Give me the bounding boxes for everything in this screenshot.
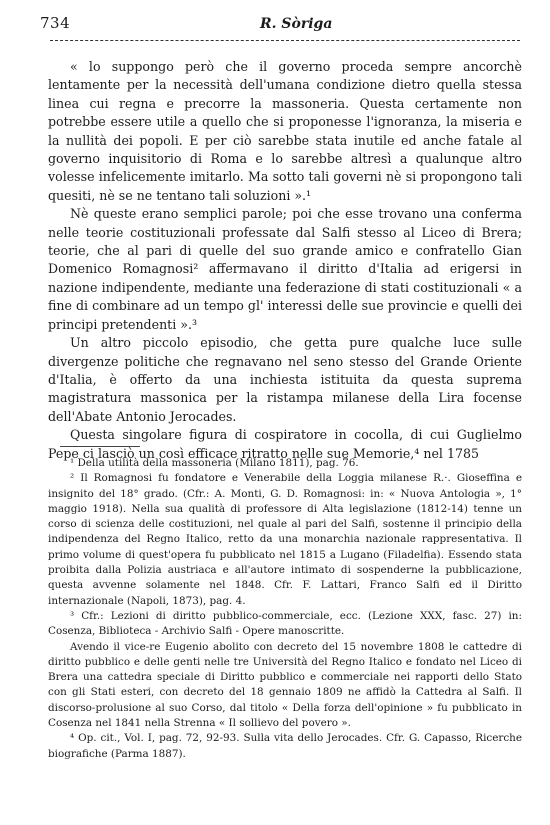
header-rule [50,40,520,41]
main-text [48,58,522,463]
paragraph-jerocades: Questa singolare figura di cospiratore in cocolla, di cui Guglielmo Pepe ci lasciò un così efficace ritratto nelle sue Memorie,⁴ nel 1785 [48,427,522,461]
footnote-3-continuation: Avendo il vice-re Eugenio abolito con decreto del 15 novembre 1808 le cattedre di diritto pubblico e delle genti nelle tre Università del Regno Italico e fondato nel Liceo di Brera una cattedra speciale di Diritto pubblico e commerciale nei rapporti dello Stato con gli Stati esteri, con decreto del 18 gennaio 1809 ne affidò la Cattedra al Salfi. Il discorso-prolusione al suo Corso, dal titolo « Della forza dell'opinione » fu pubblicato in Cosenza nel 1841 nella Strenna « Il sollievo del povero ». [48,640,522,730]
footnote-4: ⁴ Op. cit., Vol. I, pag. 72, 92-93. Sulla vita dello Jerocades. Cfr. G. Capasso, Ricerche biografiche (Parma 1887). [48,732,522,760]
footnote-1: ¹ Della utilità della massoneria (Milano 1811), pag. 76. [70,457,359,469]
paragraph-theories: Nè queste erano semplici parole; poi che esse trovano una conferma nelle teorie costituzionali professate dal Salfi stesso al Liceo di Brera; teorie, che al pari di quelle del suo grande amico e confratello Gian Domenico Romagnosi² affermavano il diritto d'Italia ad erigersi in nazione indipendente, mediante una federazione di stati costituzionali « a fine di combinare ad un tempo gl' interessi delle sue provincie e quelli dei principi pretendenti ».³ [48,206,522,332]
footnote-3: ³ Cfr.: Lezioni di diritto pubblico-commerciale, ecc. (Lezione XXX, fasc. 27) in: Cosenza, Biblioteca - Archivio Salfi - Opere manoscritte. [48,609,522,638]
running-head: R. Sòriga [260,16,333,32]
paragraph-quote: « lo suppongo però che il governo proceda sempre ancorchè lentamente per la necessità dell'umana condizione dietro quella stessa linea cui regna e precorre la massoneria. Questa certamente non potrebbe essere utile a quello che si proponesse l'ignoranza, la miseria e la nullità dei popoli. E per ciò sarebbe stata inutile ed anche fatale al governo inquisitorio di Roma e lo sarebbe altresì a qualunque altro volesse infelicemente imitarlo. Ma sotto tali governi nè si propongono tali quesiti, nè se ne tentano tali soluzioni ».¹ [48,59,522,203]
footnotes [48,456,522,762]
page-header [40,10,530,40]
footnote-2: ² Il Romagnosi fu fondatore e Venerabile della Loggia milanese R.·. Gioseffina e insignito del 18° grado. (Cfr.: A. Monti, G. D. Romagnosi: in: « Nuova Antologia », 1° maggio 1918). Nella sua qualità di professore di Alta legislazione (1812-14) tenne un corso di scienza delle costituzioni, nel quale al pari del Salfi, sostenne il principio della indipendenza del Regno Italico, retto da una monarchia nazionale rappresentativa. Il primo volume di quest'opera fu pubblicato nel 1815 a Lugano (Filadelfia). Essendo stata proibita dalla Polizia austriaca e all'autore intimato di sospenderne la pubblicazione, questa avvenne solamente nel 1848. Cfr. F. Lattari, Franco Salfi ed il Diritto internazionale (Napoli, 1873), pag. 4. [48,472,522,607]
page-number: 734 [40,14,71,32]
footnote-separator [60,446,140,447]
paragraph-episode: Un altro piccolo episodio, che getta pure qualche luce sulle divergenze politiche che regnavano nel seno stesso del Grande Oriente d'Italia, è offerto da una inchiesta istituita da questa suprema magistratura massonica per la ristampa milanese della Lira focense dell'Abate Antonio Jerocades. [48,335,522,424]
